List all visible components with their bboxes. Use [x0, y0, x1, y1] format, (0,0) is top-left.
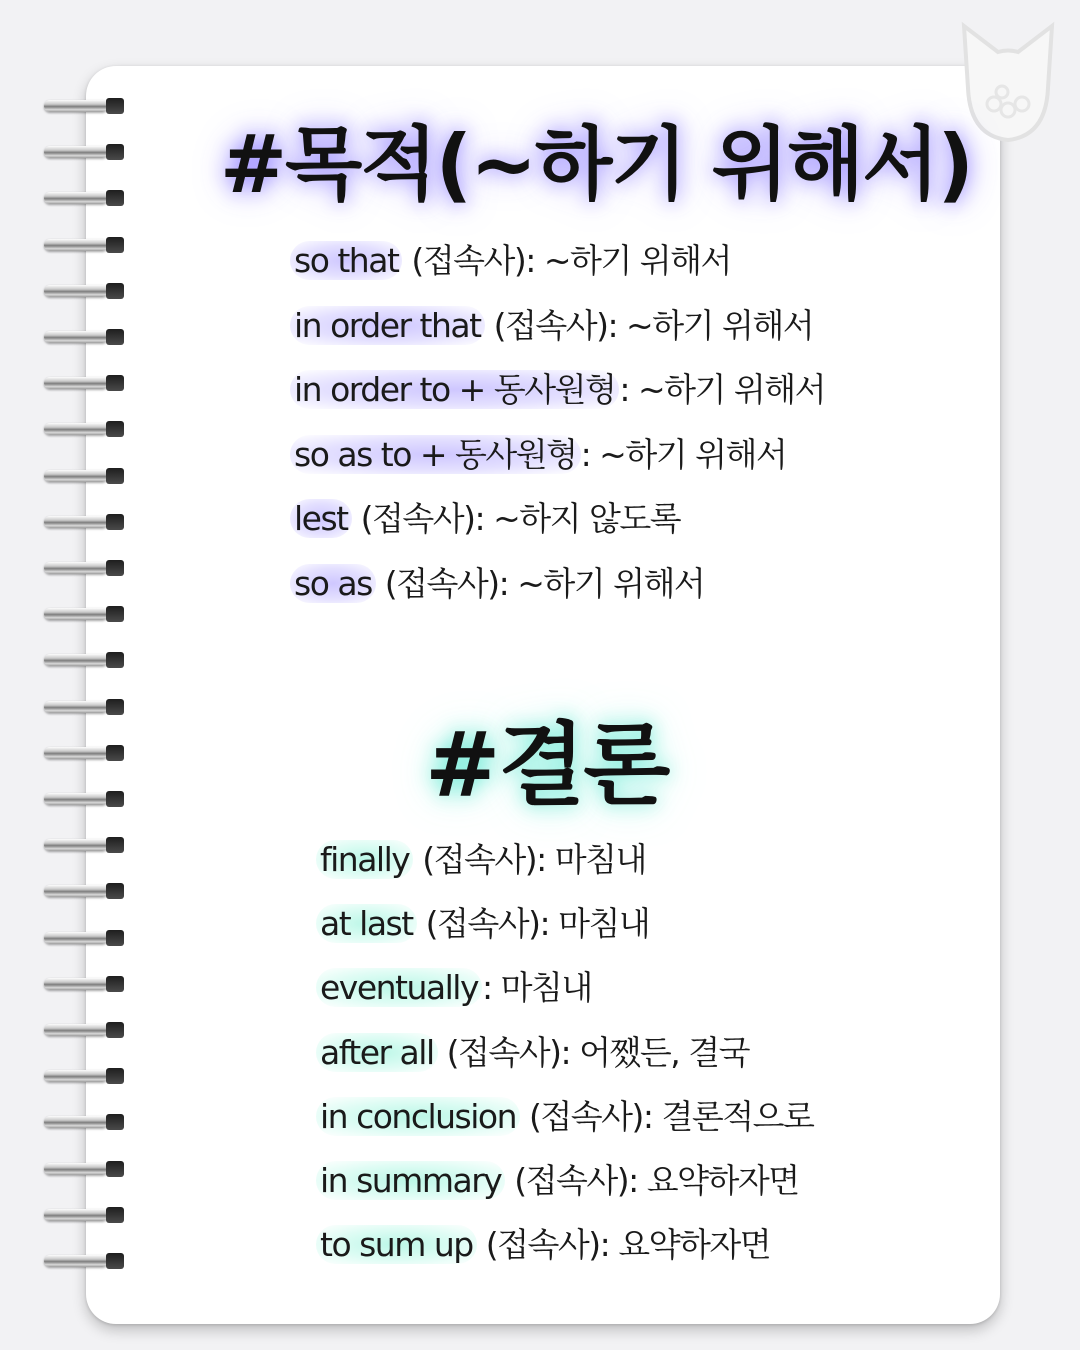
spiral-ring-icon [44, 1066, 126, 1086]
term-highlight: eventually [316, 968, 482, 1007]
spiral-ring-icon [44, 512, 126, 532]
term-meaning: : ~하기 위해서 [580, 434, 787, 474]
list-item [290, 238, 825, 303]
spiral-ring-icon [44, 974, 126, 994]
spiral-ring-icon [44, 697, 126, 717]
spiral-ring-icon [44, 1159, 126, 1179]
list-item [290, 561, 825, 626]
list-item [316, 1222, 813, 1286]
section-title-purpose: #목적(~하기 위해서) [220, 118, 972, 211]
spiral-ring-icon [44, 1205, 126, 1225]
term-highlight: in order to + 동사원형 [290, 370, 619, 409]
spiral-ring-icon [44, 142, 126, 162]
spiral-ring-icon [44, 604, 126, 624]
spiral-ring-icon [44, 419, 126, 439]
list-item [290, 496, 825, 561]
list-item [316, 837, 813, 901]
list-item [290, 367, 825, 432]
term-meaning: (접속사): ~하기 위해서 [484, 305, 814, 345]
term-meaning: (접속사): 마침내 [413, 840, 646, 879]
spiral-ring-icon [44, 650, 126, 670]
term-meaning: (접속사): 요약하자면 [476, 1225, 771, 1265]
spiral-ring-icon [44, 235, 126, 255]
term-meaning: : 마침내 [482, 968, 592, 1008]
conclusion-list [316, 837, 813, 1286]
spiral-ring-icon [44, 1251, 126, 1271]
spiral-ring-icon [44, 281, 126, 301]
spiral-ring-icon [44, 1020, 126, 1040]
term-highlight: in conclusion [316, 1097, 520, 1136]
term-highlight: so as to + 동사원형 [290, 435, 581, 474]
spiral-ring-icon [44, 1112, 126, 1132]
list-item [316, 1030, 813, 1094]
spiral-binding [44, 96, 134, 1296]
term-highlight: in summary [316, 1161, 505, 1200]
term-highlight: in order that [290, 306, 485, 345]
term-highlight: finally [316, 840, 413, 879]
term-highlight: at last [316, 904, 417, 943]
list-item [290, 303, 825, 368]
term-meaning: (접속사): 어쨌든, 결국 [437, 1032, 749, 1072]
list-item [316, 1094, 813, 1158]
spiral-ring-icon [44, 743, 126, 763]
spiral-ring-icon [44, 881, 126, 901]
list-item [316, 1158, 813, 1222]
term-meaning: (접속사): 결론적으로 [520, 1096, 814, 1136]
term-highlight: after all [316, 1033, 438, 1072]
spiral-ring-icon [44, 96, 126, 116]
term-highlight: to sum up [316, 1225, 477, 1264]
spiral-ring-icon [44, 789, 126, 809]
spiral-ring-icon [44, 188, 126, 208]
term-highlight: so as [290, 564, 376, 603]
spiral-ring-icon [44, 928, 126, 948]
spiral-ring-icon [44, 327, 126, 347]
list-item [316, 901, 813, 965]
purpose-list [290, 238, 825, 625]
spiral-ring-icon [44, 835, 126, 855]
term-highlight: lest [290, 499, 352, 538]
term-meaning: (접속사): ~하지 않도록 [351, 499, 681, 538]
term-meaning: (접속사): 요약하자면 [505, 1160, 799, 1200]
list-item [316, 965, 813, 1029]
term-meaning: (접속사): 마침내 [416, 904, 650, 944]
section-title-conclusion: #결론 [425, 713, 669, 818]
list-item [290, 432, 825, 497]
spiral-ring-icon [44, 558, 126, 578]
term-meaning: : ~하기 위해서 [619, 370, 825, 409]
spiral-ring-icon [44, 373, 126, 393]
spiral-ring-icon [44, 466, 126, 486]
term-meaning: (접속사): ~하기 위해서 [375, 563, 705, 603]
term-highlight: so that [290, 241, 402, 280]
term-meaning: (접속사): ~하기 위해서 [402, 241, 731, 280]
